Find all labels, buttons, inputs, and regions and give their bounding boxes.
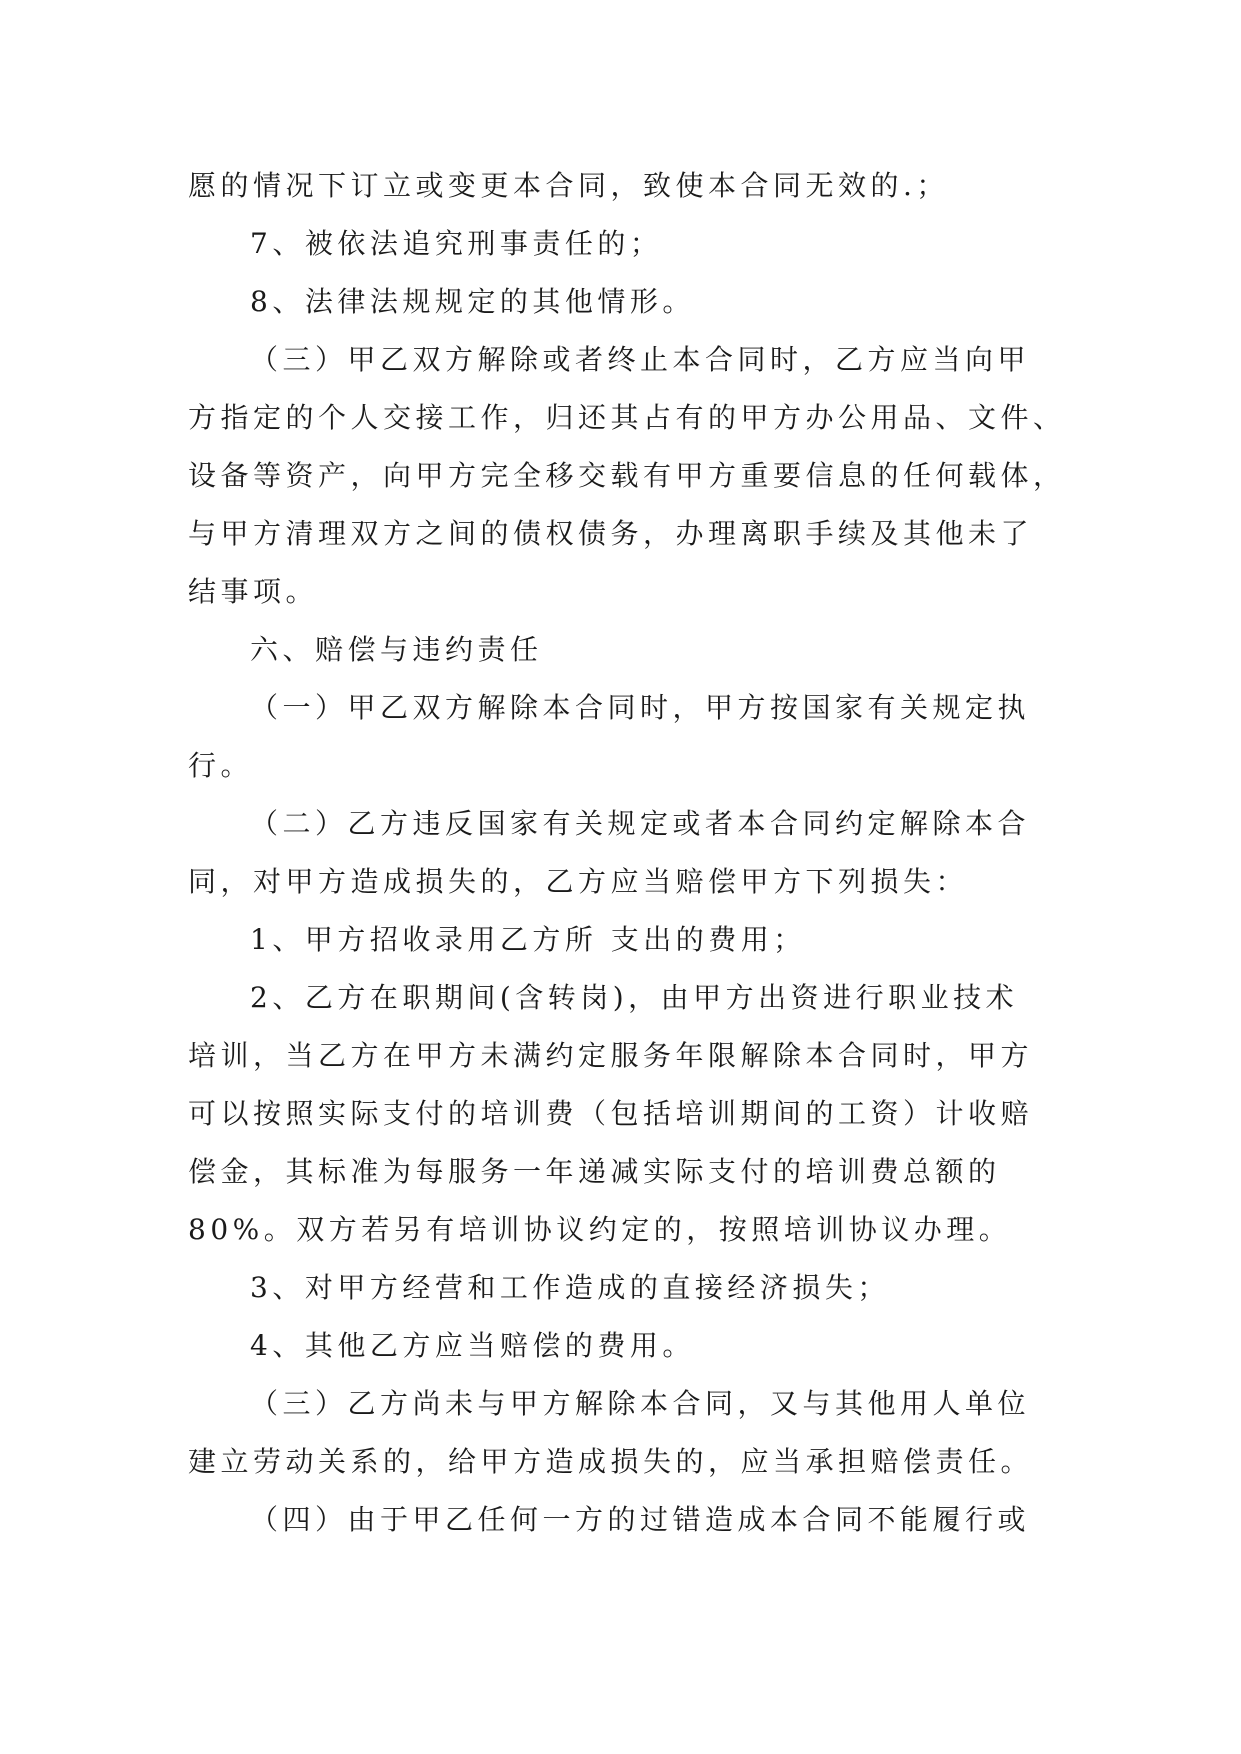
paragraph-line: 80%。双方若另有培训协议约定的，按照培训协议办理。 — [188, 1213, 1012, 1246]
paragraph-line: 3、对甲方经营和工作造成的直接经济损失； — [250, 1271, 890, 1304]
paragraph-line: 培训，当乙方在甲方未满约定服务年限解除本合同时，甲方 — [188, 1039, 1034, 1072]
paragraph-line: 方指定的个人交接工作，归还其占有的甲方办公用品、文件、 — [188, 401, 1066, 434]
paragraph-line: 行。 — [188, 749, 254, 782]
paragraph-line: （三）乙方尚未与甲方解除本合同，又与其他用人单位 — [250, 1387, 1031, 1420]
paragraph-line: 偿金，其标准为每服务一年递减实际支付的培训费总额的 — [188, 1155, 1001, 1188]
section-heading: 六、赔偿与违约责任 — [250, 633, 543, 666]
paragraph-line: 1、甲方招收录用乙方所 支出的费用； — [250, 923, 806, 956]
paragraph-line: 7、被依法追究刑事责任的； — [250, 227, 663, 260]
paragraph-line: （二）乙方违反国家有关规定或者本合同约定解除本合 — [250, 807, 1031, 840]
paragraph-line: 2、乙方在职期间(含转岗)，由甲方出资进行职业技术 — [250, 981, 1019, 1014]
paragraph-line: （三）甲乙双方解除或者终止本合同时，乙方应当向甲 — [250, 343, 1031, 376]
paragraph-line: 与甲方清理双方之间的债权债务，办理离职手续及其他未了 — [188, 517, 1034, 550]
paragraph-line: 愿的情况下订立或变更本合同，致使本合同无效的.； — [188, 169, 949, 202]
paragraph-line: 4、其他乙方应当赔偿的费用。 — [250, 1329, 695, 1362]
paragraph-line: 建立劳动关系的，给甲方造成损失的，应当承担赔偿责任。 — [188, 1445, 1034, 1478]
paragraph-line: （四）由于甲乙任何一方的过错造成本合同不能履行或 — [250, 1503, 1031, 1536]
document-body — [188, 157, 1066, 1549]
paragraph-line: 8、法律法规规定的其他情形。 — [250, 285, 695, 318]
paragraph-line: 结事项。 — [188, 575, 319, 608]
paragraph-line: 可以按照实际支付的培训费（包括培训期间的工资）计收赔 — [188, 1097, 1034, 1130]
paragraph-line: （一）甲乙双方解除本合同时，甲方按国家有关规定执 — [250, 691, 1031, 724]
paragraph-line: 设备等资产，向甲方完全移交载有甲方重要信息的任何载体， — [188, 459, 1066, 492]
paragraph-line: 同，对甲方造成损失的，乙方应当赔偿甲方下列损失： — [188, 865, 969, 898]
